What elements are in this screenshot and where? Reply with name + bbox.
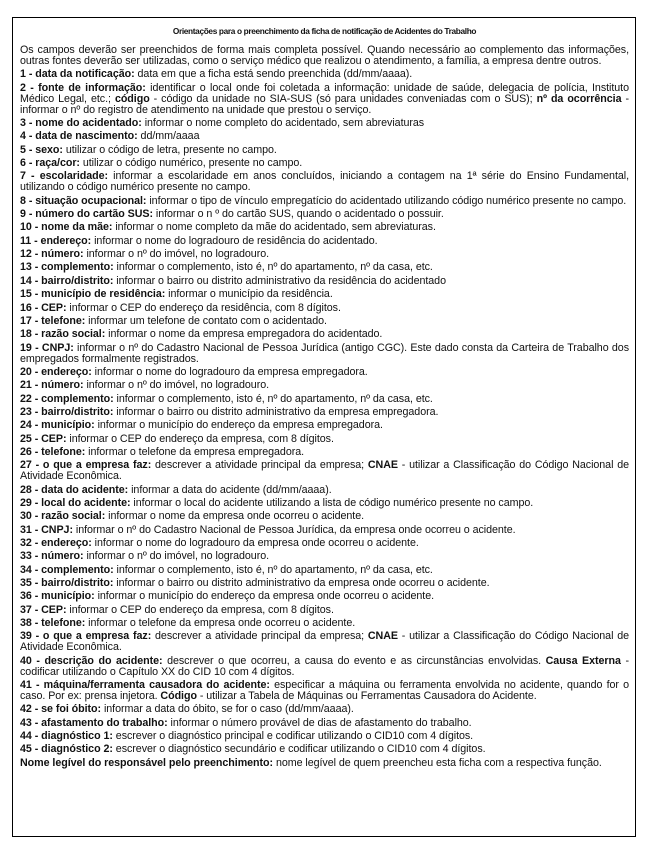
instruction-item: [20, 460, 629, 482]
field-description: informar o bairro ou distrito administrativo da empresa empregadora.: [113, 405, 439, 418]
instruction-item: [20, 329, 629, 340]
field-label: 35 - bairro/distrito:: [20, 577, 114, 590]
field-label: 5 - sexo:: [20, 143, 63, 156]
instruction-item: [20, 420, 629, 431]
field-description: informar o município do endereço da empresa onde ocorreu o acidente.: [94, 590, 435, 603]
field-description: dd/mm/aaaa: [137, 130, 200, 143]
field-label: 4 - data de nascimento:: [20, 130, 138, 143]
field-description: informar o CEP do endereço da residência, com 8 dígitos.: [66, 301, 341, 314]
instruction-item: [20, 758, 629, 769]
field-description: informar a escolaridade em anos concluídos, iniciando a contagem na 1ª série do Ensino Fundamental, utilizando o código numérico presente no campo.: [20, 170, 629, 194]
instruction-item: [20, 704, 629, 715]
field-description: informar o município do endereço da empresa empregadora.: [94, 419, 383, 432]
field-label: 15 - município de residência:: [20, 288, 166, 301]
field-label: 17 - telefone:: [20, 314, 86, 327]
field-label: 19 - CNPJ:: [20, 341, 74, 354]
field-description: escrever o diagnóstico secundário e codificar utilizando o CID10 com 4 dígitos.: [112, 743, 486, 756]
field-description: informar o telefone da empresa onde ocorreu o acidente.: [85, 617, 356, 630]
field-description: informar a data do óbito, se for o caso (dd/mm/aaaa).: [101, 703, 354, 716]
field-description: informar o complemento, isto é, nº do apartamento, nº da casa, etc.: [113, 392, 433, 405]
field-description: informar o CEP do endereço da empresa, com 8 dígitos.: [66, 603, 334, 616]
field-description: informar o telefone da empresa empregadora.: [85, 445, 305, 458]
field-label: 10 - nome da mãe:: [20, 221, 113, 234]
field-label: 16 - CEP:: [20, 301, 67, 314]
instruction-item: [20, 118, 629, 129]
instruction-item: [20, 551, 629, 562]
field-label: 22 - complemento:: [20, 392, 114, 405]
instruction-list: [20, 69, 629, 768]
field-label: 42 - se foi óbito:: [20, 703, 102, 716]
field-description: informar o número provável de dias de afastamento do trabalho.: [167, 716, 472, 729]
field-label: 24 - município:: [20, 419, 95, 432]
field-description: informar o complemento, isto é, nº do apartamento, nº da casa, etc.: [113, 563, 433, 576]
field-label: 18 - razão social:: [20, 328, 106, 341]
field-description: informar o tipo de vínculo empregatício do acidentado utilizando código numérico presente no campo.: [146, 194, 627, 207]
instruction-item: [20, 69, 629, 80]
field-description: informar o nome do logradouro da empresa empregadora.: [91, 365, 368, 378]
instruction-item: [20, 196, 629, 207]
field-label: nº da ocorrência: [532, 92, 622, 105]
instruction-item: [20, 249, 629, 260]
instruction-item: [20, 209, 629, 220]
field-label: 41 - máquina/ferramenta causadora do acidente:: [20, 679, 270, 692]
field-description: - utilizar a Classificação do Código Nacional de Atividade Econômica.: [20, 630, 629, 654]
instruction-item: [20, 236, 629, 247]
field-description: - codificar utilizando o Capítulo XX do CID 10 com 4 dígitos.: [20, 654, 629, 678]
field-label: 32 - endereço:: [20, 537, 92, 549]
instruction-item: [20, 380, 629, 391]
field-description: informar o nome da empresa onde ocorreu o acidente.: [105, 510, 365, 523]
instruction-item: [20, 131, 629, 142]
field-label: 14 - bairro/distrito:: [20, 274, 114, 287]
field-label: 40 - descrição do acidente:: [20, 654, 163, 667]
field-description: - utilizar a Classificação do Código Nacional de Atividade Econômica.: [20, 459, 629, 483]
field-description: informar o nº do imóvel, no logradouro.: [83, 550, 270, 563]
field-description: informar o nº do Cadastro Nacional de Pessoa Jurídica, da empresa onde ocorreu o acidente.: [72, 523, 516, 536]
field-label: 36 - município:: [20, 590, 95, 603]
field-description: informar o complemento, isto é, nº do apartamento, nº da casa, etc.: [113, 261, 433, 274]
instruction-item: [20, 525, 629, 536]
instruction-item: [20, 656, 629, 678]
field-label: código: [110, 92, 150, 105]
field-label: 44 - diagnóstico 1:: [20, 730, 113, 743]
field-description: identificar o local onde foi coletada a informação: unidade de saúde, delegacia de polícia, Instituto Médico Legal, etc.;: [20, 81, 629, 105]
field-label: 3 - nome do acidentado:: [20, 117, 142, 130]
field-label: 45 - diagnóstico 2:: [20, 743, 113, 756]
instructions-box: [12, 17, 636, 837]
field-label: 25 - CEP:: [20, 432, 67, 445]
field-description: informar o nome do logradouro da empresa onde ocorreu o acidente.: [91, 537, 419, 549]
instruction-item: [20, 158, 629, 169]
field-label: 31 - CNPJ:: [20, 523, 73, 536]
field-label: CNAE: [364, 630, 398, 643]
field-description: informar o local do acidente utilizando a lista de código numérico presente no campo.: [130, 496, 534, 509]
intro-paragraph: Os campos deverão ser preenchidos de forma mais completa possível. Quando necessário ao complemento das informações, outras fontes deverão ser utilizadas, como o serviço médico que realizou o atendimento, a família, a empresa dentre outros.: [20, 44, 629, 67]
instruction-item: [20, 222, 629, 233]
instruction-item: [20, 718, 629, 729]
instruction-item: [20, 744, 629, 755]
field-description: - informar o nº do registro de atendimento na unidade que prestou o serviço.: [20, 92, 629, 116]
field-label: 28 - data do acidente:: [20, 483, 129, 496]
field-label: Causa Externa: [541, 654, 621, 667]
field-description: informar a data do acidente (dd/mm/aaaa).: [128, 483, 332, 496]
field-description: descrever a atividade principal da empresa;: [151, 459, 365, 472]
field-label: 30 - razão social:: [20, 510, 106, 523]
instruction-item: [20, 578, 629, 589]
instruction-item: [20, 343, 629, 365]
field-label: 21 - número:: [20, 379, 84, 392]
field-description: informar o nome do logradouro de residência do acidentado.: [91, 234, 378, 247]
field-description: - utilizar a Tabela de Máquinas ou Ferramentas Causadora do Acidente.: [196, 690, 537, 703]
instruction-item: [20, 303, 629, 314]
instruction-item: [20, 447, 629, 458]
instruction-item: [20, 631, 629, 653]
field-label: 13 - complemento:: [20, 261, 114, 274]
field-label: 26 - telefone:: [20, 445, 86, 458]
instruction-item: [20, 434, 629, 445]
field-label: 9 - número do cartão SUS:: [20, 208, 153, 221]
field-description: informar o nº do Cadastro Nacional de Pessoa Jurídica (antigo CGC). Este dado consta da Carteira de Trabalho dos empregados formalmente registrados.: [20, 341, 629, 365]
instruction-item: [20, 485, 629, 496]
instruction-item: [20, 605, 629, 616]
instruction-item: [20, 731, 629, 742]
field-description: informar o n º do cartão SUS, quando o acidentado o possuir.: [152, 208, 444, 221]
instruction-item: [20, 289, 629, 300]
field-label: 2 - fonte de informação:: [20, 81, 146, 94]
instruction-item: [20, 680, 629, 702]
instruction-item: [20, 498, 629, 509]
field-label: 7 - escolaridade:: [20, 170, 108, 183]
field-label: CNAE: [364, 459, 398, 472]
field-label: 29 - local do acidente:: [20, 496, 131, 509]
instruction-item: [20, 407, 629, 418]
field-description: utilizar o código de letra, presente no campo.: [62, 143, 277, 156]
field-label: 43 - afastamento do trabalho:: [20, 716, 168, 729]
instruction-item: [20, 276, 629, 287]
field-label: 38 - telefone:: [20, 617, 86, 630]
instruction-item: [20, 367, 629, 378]
field-label: 37 - CEP:: [20, 603, 67, 616]
instruction-item: [20, 565, 629, 576]
field-description: informar o bairro ou distrito administrativo da residência do acidentado: [113, 274, 446, 287]
field-description: descrever o que ocorreu, a causa do evento e as circunstâncias envolvidas.: [162, 654, 542, 667]
field-description: informar um telefone de contato com o acidentado.: [85, 314, 327, 327]
field-description: informar o nome completo do acidentado, sem abreviaturas: [141, 117, 425, 130]
field-description: descrever a atividade principal da empresa;: [151, 630, 365, 643]
field-description: informar o nº do imóvel, no logradouro.: [83, 248, 270, 261]
field-label: 8 - situação ocupacional:: [20, 194, 147, 207]
instruction-item: [20, 316, 629, 327]
instruction-item: [20, 618, 629, 629]
field-description: informar o nº do imóvel, no logradouro.: [83, 379, 270, 392]
instruction-item: [20, 538, 629, 549]
field-label: 6 - raça/cor:: [20, 157, 80, 170]
field-description: especificar a máquina ou ferramenta envolvida no acidente, quando for o caso. Por ex: prensa injetora.: [20, 679, 629, 703]
field-description: data em que a ficha está sendo preenchida (dd/mm/aaaa).: [134, 68, 413, 81]
field-label: 27 - o que a empresa faz:: [20, 459, 152, 472]
instruction-item: [20, 171, 629, 193]
field-label: 20 - endereço:: [20, 365, 92, 378]
field-description: informar o nome da empresa empregadora do acidentado.: [105, 328, 383, 341]
field-description: utilizar o código numérico, presente no campo.: [79, 157, 303, 170]
field-label: 33 - número:: [20, 550, 84, 563]
field-label: 12 - número:: [20, 248, 84, 261]
document-title: Orientações para o preenchimento da ficha de notificação de Acidentes do Trabalho: [172, 26, 477, 36]
field-label: 11 - endereço:: [20, 234, 92, 247]
instruction-item: [20, 511, 629, 522]
instruction-item: [20, 591, 629, 602]
field-label: Nome legível do responsável pelo preenchimento:: [20, 756, 274, 769]
field-description: informar o nome completo da mãe do acidentado, sem abreviaturas.: [112, 221, 436, 234]
field-label: Código: [157, 690, 197, 703]
field-description: informar o CEP do endereço da empresa, com 8 dígitos.: [66, 432, 334, 445]
field-label: 34 - complemento:: [20, 563, 114, 576]
field-description: escrever o diagnóstico principal e codificar utilizando o CID10 com 4 dígitos.: [112, 730, 474, 743]
instruction-item: [20, 145, 629, 156]
field-label: 1 - data da notificação:: [20, 68, 135, 81]
instruction-item: [20, 83, 629, 116]
field-label: 23 - bairro/distrito:: [20, 405, 114, 418]
field-description: informar o município da residência.: [165, 288, 333, 301]
instruction-item: [20, 262, 629, 273]
instruction-item: [20, 394, 629, 405]
field-description: - código da unidade no SIA-SUS (só para unidades conveniadas com o SUS);: [149, 92, 533, 105]
field-description: informar o bairro ou distrito administrativo da empresa onde ocorreu o acidente.: [113, 577, 490, 590]
field-description: nome legível de quem preencheu esta ficha com a respectiva função.: [273, 756, 602, 769]
field-label: 39 - o que a empresa faz:: [20, 630, 152, 643]
